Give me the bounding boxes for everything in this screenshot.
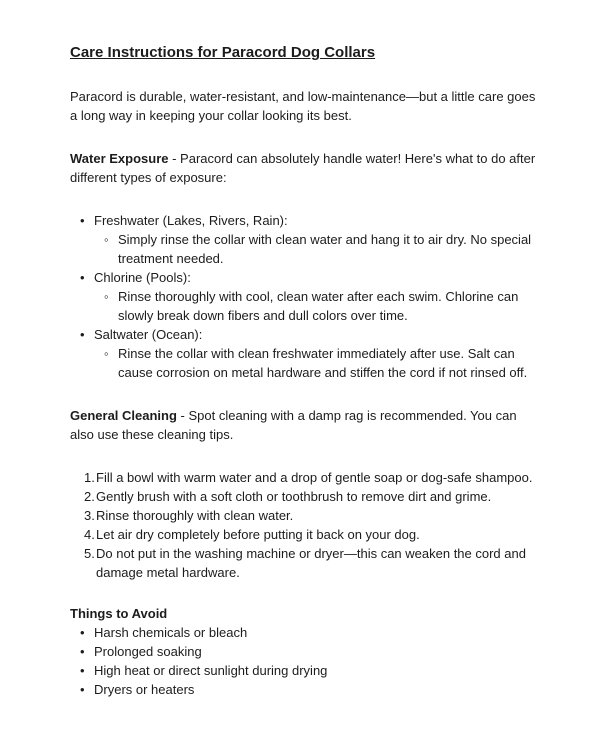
list-item bbox=[70, 680, 542, 699]
general-cleaning-heading: General Cleaning bbox=[70, 408, 177, 423]
number-marker: 1. bbox=[84, 470, 95, 485]
bullet-marker: • bbox=[80, 625, 85, 640]
numbered-list-item bbox=[70, 525, 542, 544]
sub-bullet-marker: ◦ bbox=[104, 346, 109, 361]
numbered-list-item bbox=[70, 468, 542, 487]
cleaning-steps-list bbox=[70, 468, 542, 582]
bullet-marker: • bbox=[80, 270, 85, 285]
bullet-marker: • bbox=[80, 644, 85, 659]
general-cleaning-paragraph bbox=[70, 406, 542, 444]
number-marker: 5. bbox=[84, 546, 95, 561]
list-subitem bbox=[70, 287, 542, 325]
numbered-list-item bbox=[70, 544, 542, 582]
list-subitem bbox=[70, 344, 542, 382]
numbered-list-item bbox=[70, 506, 542, 525]
list-subitem-text: Simply rinse the collar with clean water and hang it to air dry. No special treatment needed. bbox=[118, 232, 532, 266]
numbered-list-item bbox=[70, 487, 542, 506]
numbered-item-text: Do not put in the washing machine or dryer—this can weaken the cord and damage metal hardware. bbox=[96, 546, 526, 580]
list-item-text: Dryers or heaters bbox=[94, 682, 195, 697]
general-cleaning-lead-text: - Spot cleaning with a damp rag is recommended. You can also use these cleaning tips. bbox=[70, 408, 517, 442]
bullet-marker: • bbox=[80, 663, 85, 678]
list-item bbox=[70, 268, 542, 287]
list-item-text: Harsh chemicals or bleach bbox=[94, 625, 248, 640]
list-item bbox=[70, 211, 542, 230]
water-exposure-heading: Water Exposure bbox=[70, 151, 169, 166]
numbered-item-text: Gently brush with a soft cloth or toothbrush to remove dirt and grime. bbox=[96, 489, 492, 504]
sub-bullet-marker: ◦ bbox=[104, 232, 109, 247]
list-item-text: High heat or direct sunlight during drying bbox=[94, 663, 328, 678]
number-marker: 3. bbox=[84, 508, 95, 523]
bullet-marker: • bbox=[80, 213, 85, 228]
intro-paragraph: Paracord is durable, water-resistant, and low-maintenance—but a little care goes a long way in keeping your collar looking its best. bbox=[70, 89, 536, 123]
list-item bbox=[70, 623, 542, 642]
list-item-label: Saltwater (Ocean): bbox=[94, 327, 203, 342]
number-marker: 2. bbox=[84, 489, 95, 504]
list-item-label: Chlorine (Pools): bbox=[94, 270, 191, 285]
list-item bbox=[70, 642, 542, 661]
numbered-item-text: Fill a bowl with warm water and a drop of gentle soap or dog-safe shampoo. bbox=[96, 470, 533, 485]
list-item bbox=[70, 661, 542, 680]
water-exposure-lead-text: - Paracord can absolutely handle water! Here's what to do after different types of exposure: bbox=[70, 151, 536, 185]
numbered-item-text: Let air dry completely before putting it back on your dog. bbox=[96, 527, 420, 542]
page-title: Care Instructions for Paracord Dog Collars bbox=[70, 44, 376, 61]
numbered-item-text: Rinse thoroughly with clean water. bbox=[96, 508, 294, 523]
list-item-label: Freshwater (Lakes, Rivers, Rain): bbox=[94, 213, 288, 228]
things-to-avoid-list bbox=[70, 623, 542, 699]
water-exposure-list bbox=[70, 211, 542, 382]
number-marker: 4. bbox=[84, 527, 95, 542]
list-subitem bbox=[70, 230, 542, 268]
water-exposure-paragraph bbox=[70, 149, 542, 187]
bullet-marker: • bbox=[80, 327, 85, 342]
sub-bullet-marker: ◦ bbox=[104, 289, 109, 304]
bullet-marker: • bbox=[80, 682, 85, 697]
list-subitem-text: Rinse the collar with clean freshwater immediately after use. Salt can cause corrosion on metal hardware and stiffen the cord if not rinsed off. bbox=[118, 346, 528, 380]
list-subitem-text: Rinse thoroughly with cool, clean water after each swim. Chlorine can slowly break down fibers and dull colors over time. bbox=[118, 289, 519, 323]
list-item-text: Prolonged soaking bbox=[94, 644, 202, 659]
things-to-avoid-heading: Things to Avoid bbox=[70, 606, 168, 621]
list-item bbox=[70, 325, 542, 344]
